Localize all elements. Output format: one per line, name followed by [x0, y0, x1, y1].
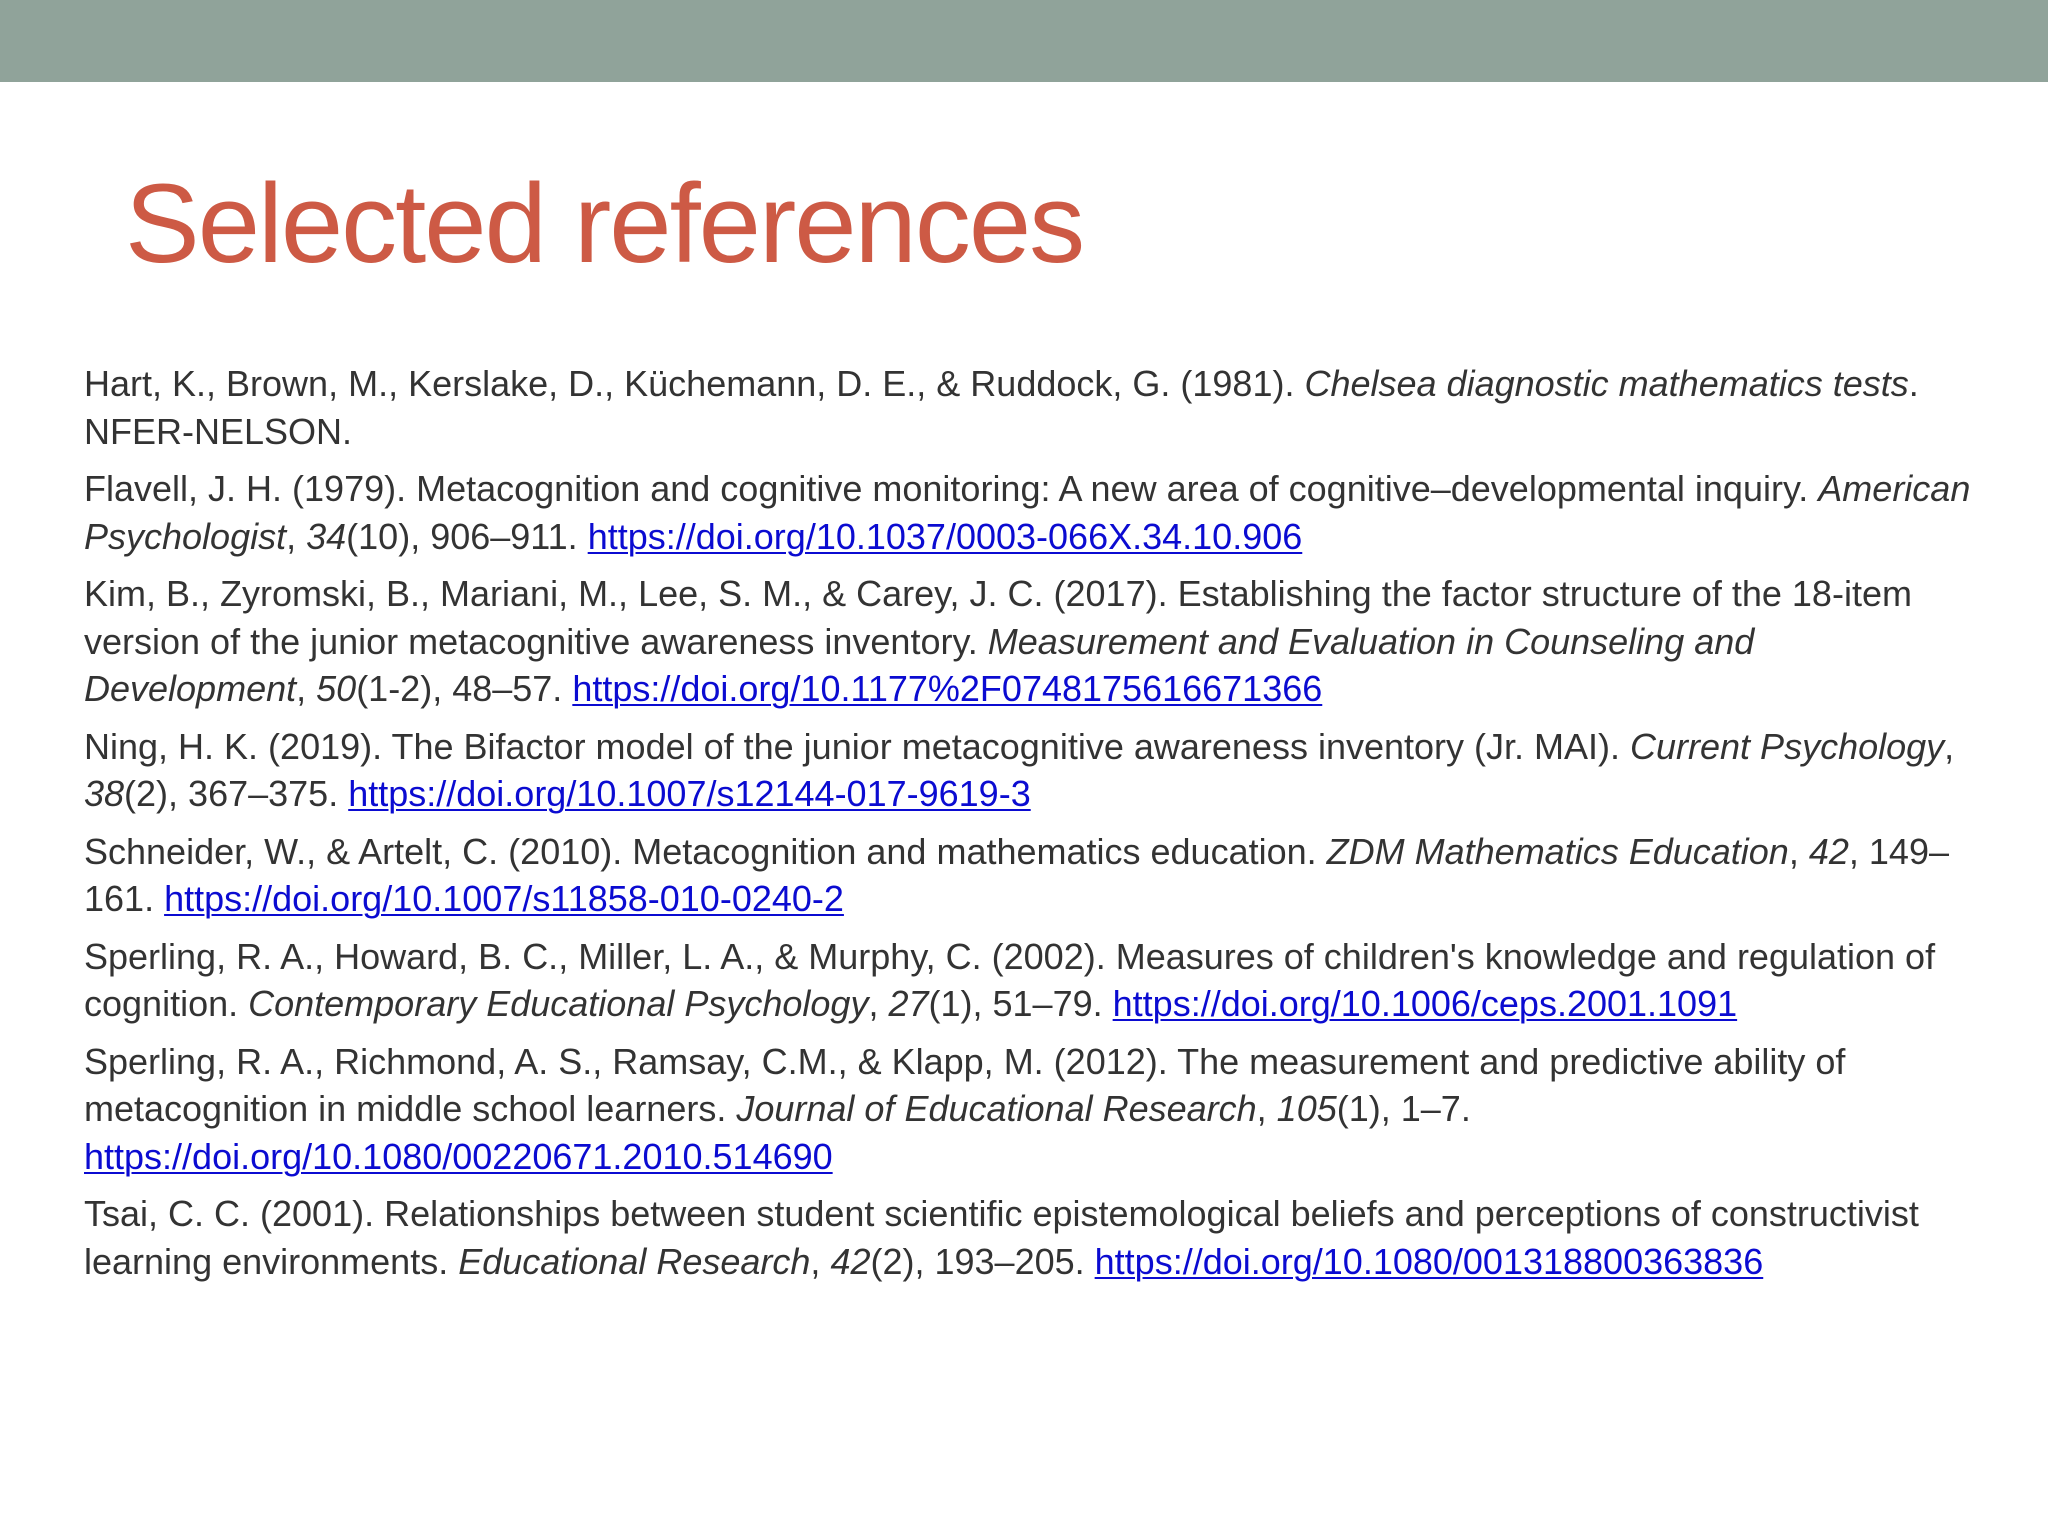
reference-authors-title: Sperling, R. A., Richmond, A. S., Ramsay, C.M., & Klapp, M. (2012). The measurement and predictive ability of metacognition in middle school learners.: [84, 1040, 1846, 1129]
reference-doi-link[interactable]: https://doi.org/10.1037/0003-066X.34.10.906: [587, 515, 1303, 557]
reference-separator: ,: [810, 1240, 831, 1282]
reference-volume: 42: [1808, 830, 1849, 872]
reference-list: [84, 360, 1984, 1295]
reference-doi-link[interactable]: https://doi.org/10.1080/00220671.2010.514690: [84, 1135, 833, 1177]
reference-source: Chelsea diagnostic mathematics tests: [1304, 363, 1909, 404]
reference-volume: 38: [84, 773, 125, 814]
reference-doi-link[interactable]: https://doi.org/10.1007/s12144-017-9619-3: [348, 773, 1031, 814]
reference-item: [84, 360, 1984, 455]
reference-separator: ,: [286, 515, 307, 557]
reference-details: (1), 1–7.: [1336, 1088, 1471, 1129]
reference-item: [84, 1190, 1984, 1285]
reference-doi-link[interactable]: https://doi.org/10.1006/ceps.2001.1091: [1112, 983, 1738, 1024]
reference-details: . NFER-NELSON.: [84, 363, 1919, 452]
reference-details: (1-2), 48–57.: [356, 668, 573, 709]
reference-doi-link[interactable]: https://doi.org/10.1080/001318800363836: [1094, 1240, 1764, 1282]
reference-source: American Psychologist: [84, 468, 1971, 557]
reference-separator: ,: [1944, 725, 1955, 767]
reference-doi-link[interactable]: https://doi.org/10.1007/s11858-010-0240-2: [164, 878, 844, 919]
reference-volume: 42: [830, 1240, 871, 1282]
reference-source: ZDM Mathematics Education: [1326, 830, 1789, 872]
reference-authors-title: Ning, H. K. (2019). The Bifactor model of the junior metacognitive awareness inventory (Jr. MAI).: [84, 725, 1631, 767]
reference-authors-title: Flavell, J. H. (1979). Metacognition and cognitive monitoring: A new area of cognitive–developmental inquiry.: [84, 468, 1819, 509]
reference-item: [84, 570, 1984, 713]
reference-source: Contemporary Educational Psychology: [248, 983, 869, 1024]
reference-volume: 27: [888, 983, 929, 1024]
reference-details: (2), 193–205.: [870, 1240, 1095, 1282]
reference-source: Educational Research: [458, 1240, 811, 1282]
reference-volume: 105: [1276, 1088, 1337, 1129]
reference-separator: ,: [868, 983, 889, 1024]
reference-volume: 34: [306, 515, 347, 557]
reference-item: [84, 1038, 1984, 1181]
reference-authors-title: Sperling, R. A., Howard, B. C., Miller, L. A., & Murphy, C. (2002). Measures of children's knowledge and regulation of cognition.: [84, 935, 1936, 1024]
reference-item: [84, 465, 1984, 560]
reference-item: [84, 933, 1984, 1028]
reference-details: (1), 51–79.: [928, 983, 1113, 1024]
reference-source: Journal of Educational Research: [736, 1088, 1257, 1129]
slide-title: Selected references: [125, 161, 1084, 286]
reference-authors-title: Kim, B., Zyromski, B., Mariani, M., Lee, S. M., & Carey, J. C. (2017). Establishing the factor structure of the 18-item version of the junior metacognitive awareness inventory.: [84, 573, 1912, 662]
reference-separator: ,: [1788, 830, 1809, 872]
reference-doi-link[interactable]: https://doi.org/10.1177%2F0748175616671366: [572, 668, 1323, 709]
reference-separator: ,: [296, 668, 317, 709]
reference-volume: 50: [316, 668, 357, 709]
reference-details: (2), 367–375.: [124, 773, 349, 814]
reference-details: , 149–161.: [84, 830, 1949, 919]
reference-source: Current Psychology: [1630, 725, 1945, 767]
reference-authors-title: Hart, K., Brown, M., Kerslake, D., Küchemann, D. E., & Ruddock, G. (1981).: [84, 363, 1305, 404]
reference-authors-title: Tsai, C. C. (2001). Relationships between student scientific epistemological beliefs and perceptions of constructivist learning environments.: [84, 1193, 1919, 1282]
reference-details: (10), 906–911.: [346, 515, 588, 557]
reference-authors-title: Schneider, W., & Artelt, C. (2010). Metacognition and mathematics education.: [84, 830, 1327, 872]
reference-separator: ,: [1256, 1088, 1277, 1129]
reference-item: [84, 723, 1984, 818]
reference-item: [84, 828, 1984, 923]
top-bar: [0, 0, 2048, 82]
reference-source: Measurement and Evaluation in Counseling and Development: [84, 620, 1755, 709]
